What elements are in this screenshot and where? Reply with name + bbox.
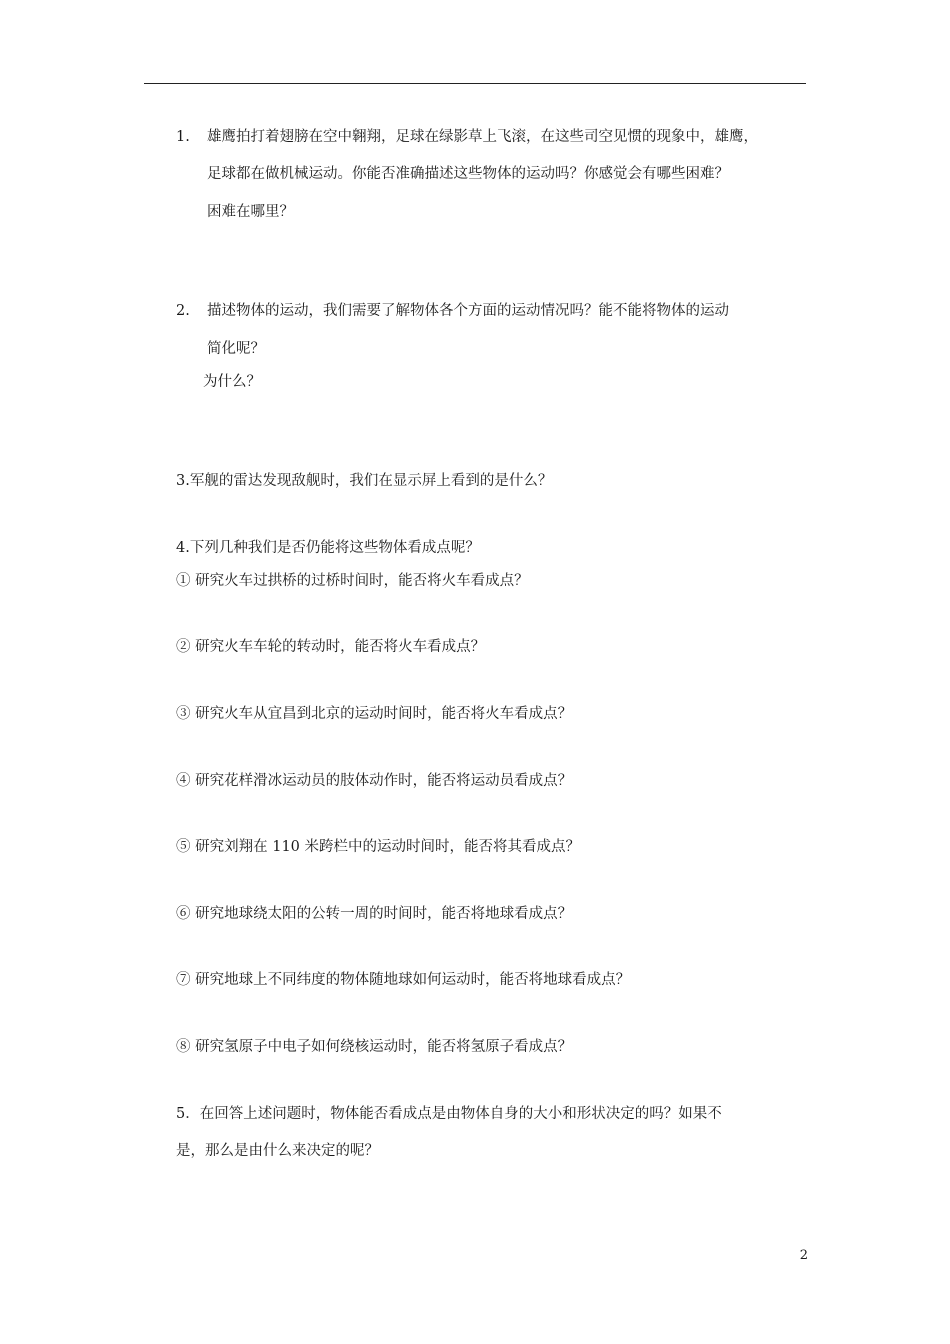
q5-line-1: 5．在回答上述问题时，物体能否看成点是由物体自身的大小和形状决定的吗？如果不 [176,1106,722,1122]
q1-line-1: 雄鹰拍打着翅膀在空中翱翔，足球在绿影草上飞滚，在这些司空见惯的现象中，雄鹰， [207,129,758,145]
q2-number: 2. [176,303,190,319]
q4-item: ⑧ 研究氢原子中电子如何绕核运动时，能否将氢原子看成点？ [176,1039,573,1055]
q4-item: ① 研究火车过拱桥的过桥时间时，能否将火车看成点？ [176,573,529,589]
q3-text: 3.军舰的雷达发现敌舰时，我们在显示屏上看到的是什么？ [176,473,553,489]
page-number: 2 [799,1248,808,1263]
q4-item: ⑥ 研究地球绕太阳的公转一周的时间时，能否将地球看成点？ [176,906,573,922]
q4-item: ③ 研究火车从宜昌到北京的运动时间时，能否将火车看成点？ [176,706,573,722]
q1-line-2: 足球都在做机械运动。你能否准确描述这些物体的运动吗？你感觉会有哪些困难？ [207,166,729,182]
q4-item: ⑦ 研究地球上不同纬度的物体随地球如何运动时，能否将地球看成点？ [176,972,631,988]
q4-item: ② 研究火车车轮的转动时，能否将火车看成点？ [176,639,486,655]
q5-line-2: 是，那么是由什么来决定的呢？ [176,1143,379,1159]
q1-number: 1. [176,129,190,145]
q2-line-1: 描述物体的运动，我们需要了解物体各个方面的运动情况吗？能不能将物体的运动 [207,303,729,319]
q1-line-3: 困难在哪里？ [207,204,294,220]
q2-line-2: 简化呢？ [207,341,265,357]
q2-line-3: 为什么？ [203,374,261,390]
q4-item: ④ 研究花样滑冰运动员的肢体动作时，能否将运动员看成点？ [176,773,573,789]
q4-item: ⑤ 研究刘翔在 110 米跨栏中的运动时间时，能否将其看成点？ [176,839,581,855]
header-rule [144,83,806,84]
q4-title: 4.下列几种我们是否仍能将这些物体看成点呢？ [176,540,480,556]
